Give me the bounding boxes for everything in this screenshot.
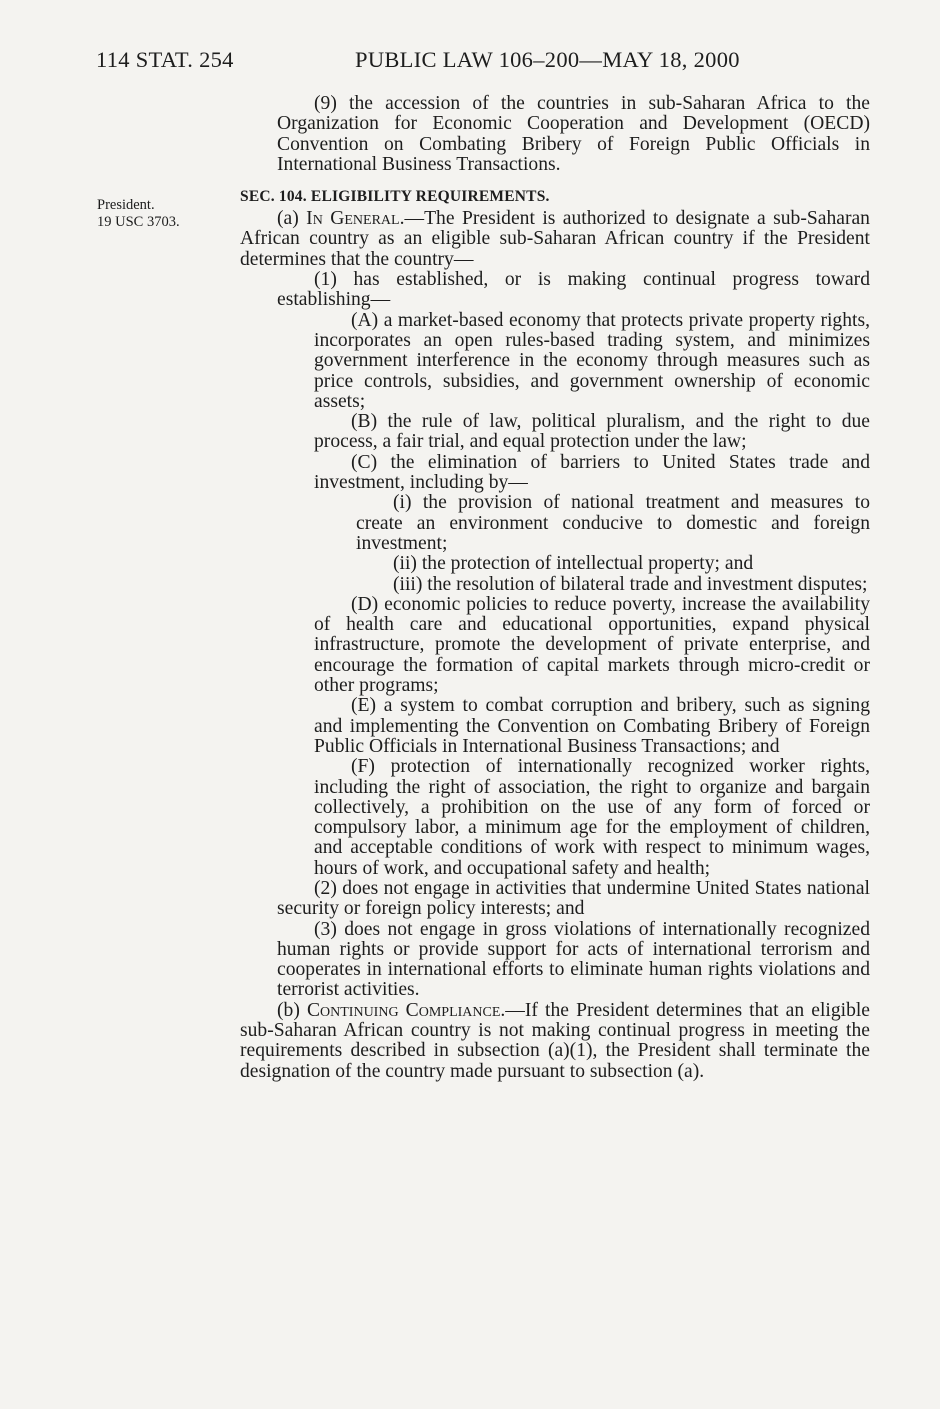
- subsection-b-heading: Continuing Compliance: [306, 999, 501, 1021]
- subparagraph-c: (C) the elimination of barriers to United States trade and investment, including by—: [314, 451, 870, 494]
- subparagraph-f: (F) protection of internationally recognized worker rights, including the right of association, the right to organize and bargain collectively, a prohibition on the use of any form of forced or compulsory labor, a minimum age for the employment of children, and acceptable conditions of work with respect to minimum wages, hours of work, and occupational safety and health;: [314, 756, 870, 879]
- paragraph-2: (2) does not engage in activities that undermine United States national security or foreign policy interests; and: [277, 877, 870, 920]
- subparagraph-d: (D) economic policies to reduce poverty, increase the availability of health care and educational opportunities, expand physical infrastructure, promote the development of private enterprise, and encourage the formation of capital markets through micro-credit or other programs;: [314, 593, 870, 697]
- subsection-a-label: (a): [277, 208, 307, 230]
- subsection-a: [240, 209, 870, 270]
- paragraph-3: (3) does not engage in gross violations of internationally recognized human rights or provide support for acts of international terrorism and cooperates in international efforts to eliminate human rights violations and terrorist activities.: [277, 918, 870, 1001]
- subsection-b-label: (b): [277, 999, 307, 1021]
- subparagraph-e: (E) a system to combat corruption and bribery, such as signing and implementing the Convention on Combating Bribery of Foreign Public Officials in International Business Transactions; and: [314, 695, 870, 757]
- paragraph-1: (1) has established, or is making continual progress toward establishing—: [277, 269, 870, 311]
- subsection-a-heading: In General: [306, 208, 400, 230]
- subsection-b: [240, 1001, 870, 1082]
- paragraph-9: (9) the accession of the countries in sub-Saharan Africa to the Organization for Economic Cooperation and Development (OECD) Convention on Combating Bribery of Foreign Public Officials in International Business Transactions.: [277, 93, 870, 175]
- subsection-b-text: .—If the President determines that an eligible sub-Saharan African country is not making continual progress in meeting the requirements described in subsection (a)(1), the President shall terminate the designation of the country made pursuant to subsection (a).: [240, 999, 871, 1082]
- section-heading: SEC. 104. ELIGIBILITY REQUIREMENTS.: [240, 188, 550, 206]
- statute-body: [240, 94, 870, 1082]
- clause-iii: (iii) the resolution of bilateral trade and investment disputes;: [393, 573, 868, 595]
- subsection-a-text: .—The President is authorized to designate a sub-Saharan African country as an eligible sub-Saharan African country if the President determines that the country—: [240, 208, 870, 270]
- statute-page-number: 114 STAT. 254: [96, 47, 234, 72]
- subparagraph-b: (B) the rule of law, political pluralism, and the right to due process, a fair trial, and equal protection under the law;: [314, 411, 870, 453]
- running-header-title: PUBLIC LAW 106–200—MAY 18, 2000: [355, 47, 740, 72]
- subparagraph-a: (A) a market-based economy that protects private property rights, incorporates an open rules-based trading system, and minimizes government interference in the economy through measures such as price controls, subsidies, and government ownership of economic assets;: [314, 309, 870, 412]
- clause-i: (i) the provision of national treatment and measures to create an environment conducive to domestic and foreign investment;: [356, 492, 870, 554]
- margin-note-president: President.: [97, 197, 155, 213]
- margin-note-usc: 19 USC 3703.: [97, 214, 180, 230]
- clause-ii: (ii) the protection of intellectual property; and: [393, 553, 754, 575]
